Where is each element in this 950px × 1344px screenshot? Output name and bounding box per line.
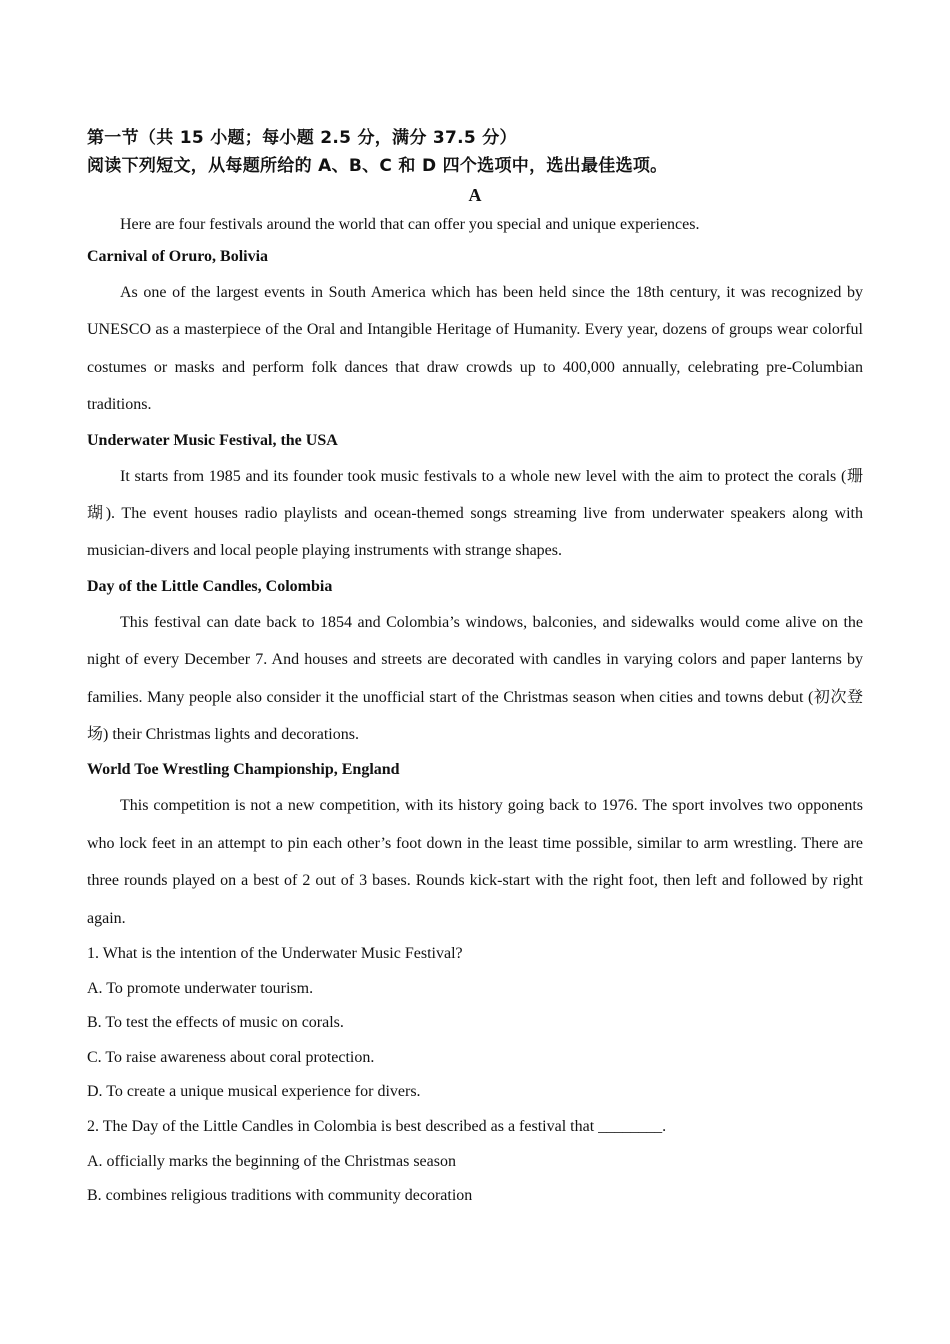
festival-section xyxy=(87,576,863,754)
passage-intro: Here are four festivals around the world that can offer you special and unique experiences. xyxy=(120,216,700,233)
exam-page xyxy=(87,124,863,1214)
question-block xyxy=(87,1110,863,1214)
festival-title: Day of the Little Candles, Colombia xyxy=(87,577,333,595)
section-header: 第一节（共 15 小题；每小题 2.5 分，满分 37.5 分） xyxy=(87,128,517,148)
festival-paragraph: This competition is not a new competition, with its history going back to 1976. The sport involves two opponents who lock feet in an attempt to pin each other’s foot down in the least time possible, similar to arm wrestling. There are three rounds played on a best of 2 out of 3 bases. Rounds kick-start with the right foot, then left and followed by right again. xyxy=(87,797,863,927)
answer-option: C. To raise awareness about coral protection. xyxy=(87,1048,375,1066)
passage-label: A xyxy=(468,185,482,205)
festival-paragraph: As one of the largest events in South America which has been held since the 18th century, it was recognized by UNESCO as a masterpiece of the Oral and Intangible Heritage of Humanity. Every year, dozens of groups wear colorful costumes or masks and perform folk dances that draw crowds up to 400,000 annually, celebrating pre-Columbian traditions. xyxy=(87,284,863,414)
instructions: 阅读下列短文，从每题所给的 A、B、C 和 D 四个选项中，选出最佳选项。 xyxy=(87,156,668,176)
festival-section xyxy=(87,759,863,937)
festival-title: World Toe Wrestling Championship, England xyxy=(87,761,400,779)
answer-option: A. officially marks the beginning of the Christmas season xyxy=(87,1152,456,1170)
question-stem: 2. The Day of the Little Candles in Colombia is best described as a festival that ________. xyxy=(87,1118,667,1136)
festival-title: Underwater Music Festival, the USA xyxy=(87,431,338,449)
festival-paragraph: This festival can date back to 1854 and Colombia’s windows, balconies, and sidewalks would come alive on the night of every December 7. And houses and streets are decorated with candles in varying colors and paper lanterns by families. Many people also consider it the unofficial start of the Christmas season when cities and towns debut (初次登场) their Christmas lights and decorations. xyxy=(87,613,863,744)
festival-title: Carnival of Oruro, Bolivia xyxy=(87,248,269,265)
question-stem: 1. What is the intention of the Underwater Music Festival? xyxy=(87,945,463,963)
festival-section xyxy=(87,246,863,424)
answer-option: B. combines religious traditions with community decoration xyxy=(87,1187,473,1205)
answer-option: B. To test the effects of music on corals. xyxy=(87,1014,344,1032)
answer-option: A. To promote underwater tourism. xyxy=(87,979,314,997)
question-block xyxy=(87,937,863,1110)
festival-section xyxy=(87,430,863,570)
festival-paragraph: It starts from 1985 and its founder took music festivals to a whole new level with the aim to protect the corals (珊瑚). The event houses radio playlists and ocean-themed songs streaming live from underwater speakers along with musician-divers and local people playing instruments with strange shapes. xyxy=(87,467,863,560)
answer-option: D. To create a unique musical experience for divers. xyxy=(87,1083,421,1101)
